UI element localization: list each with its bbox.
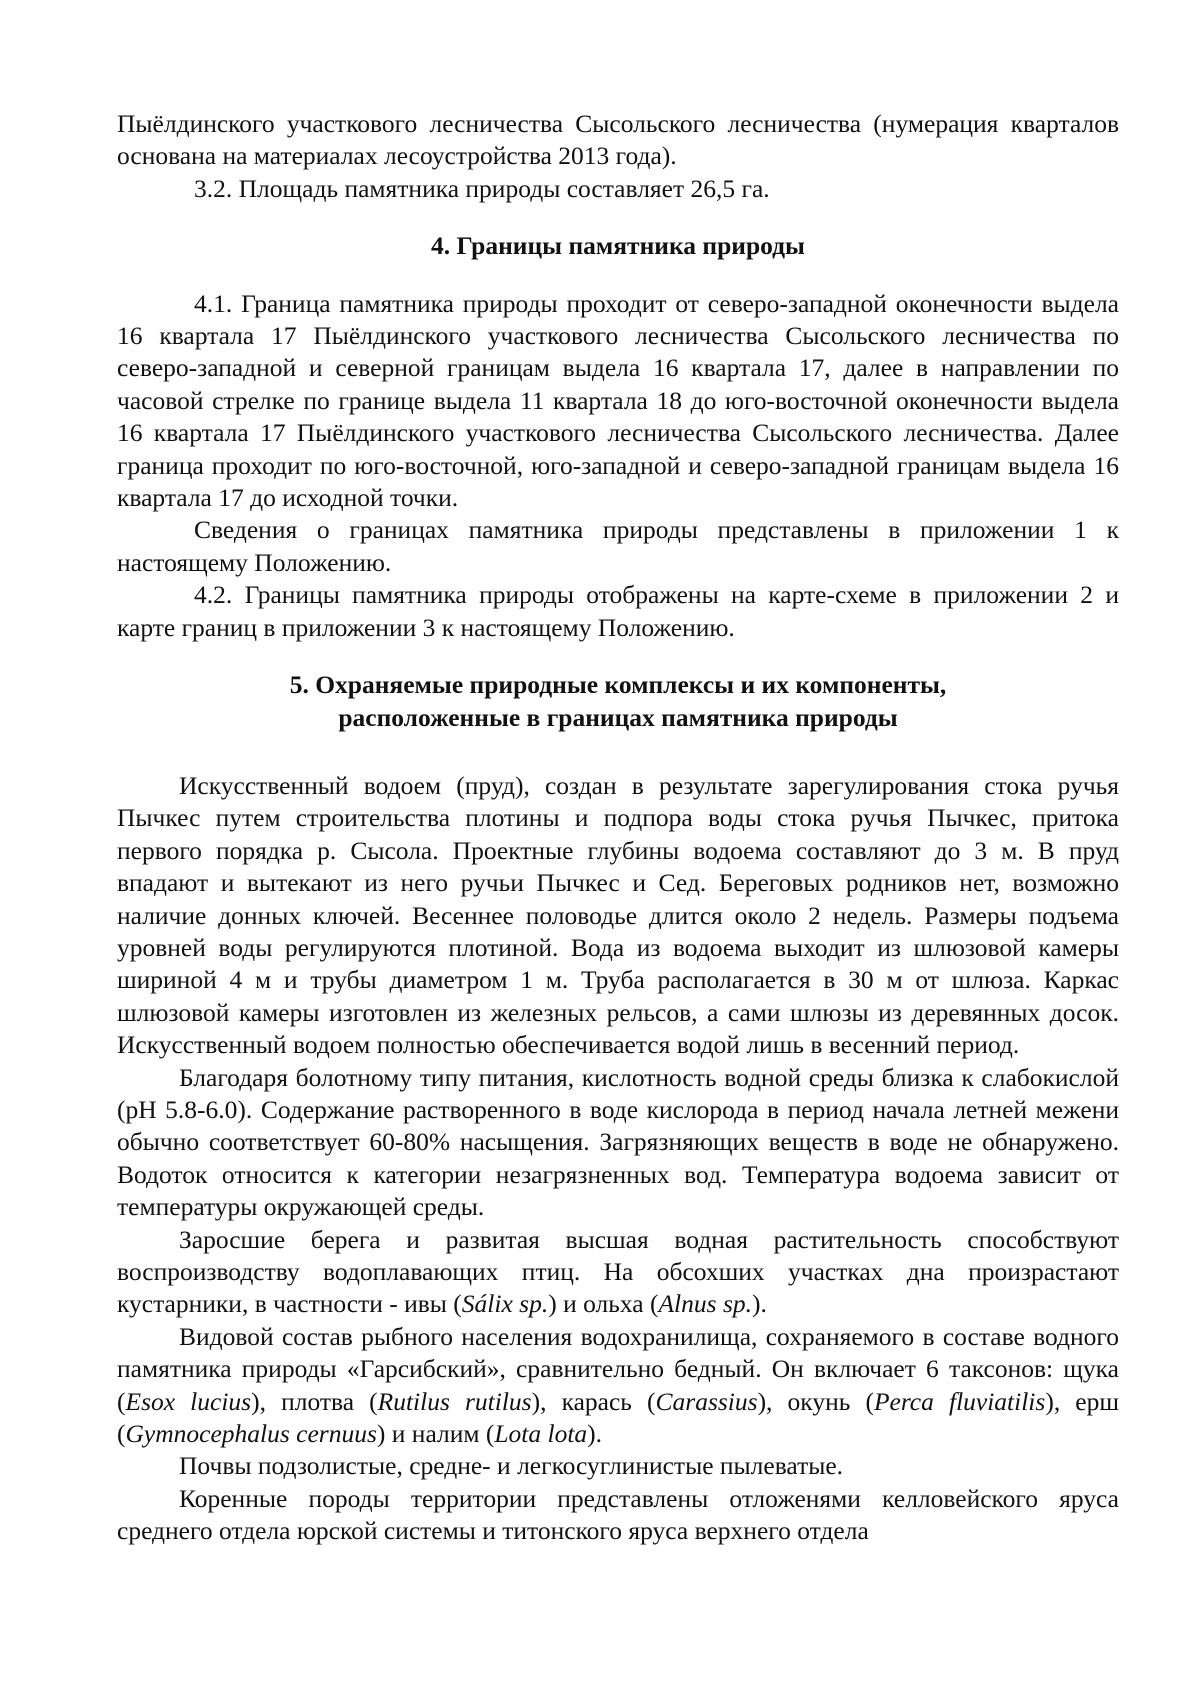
- paragraph-4-2-maps: 4.2. Границы памятника природы отображены на карте-схеме в приложении 2 и карте границ в приложении 3 к настоящему Положению.: [117, 580, 1119, 642]
- text-run: ), плотва (: [251, 1386, 378, 1416]
- paragraph-reservoir: Искусственный водоем (пруд), создан в результате зарегулирования стока ручья Пычкес путем строительства плотины и подпора воды стока ручья Пычкес, притока первого порядка р. Сысола. Проектные глубины водоема составляют до 3 м. В пруд впадают и вытекают из него ручьи Пычкес и Сед. Береговых родников нет, возможно наличие донных ключей. Весеннее половодье длится около 2 недель. Размеры подъема уровней воды регулируются плотиной. Вода из водоема выходит из шлюзовой камеры шириной 4 м и трубы диаметром 1 м. Труба располагается в 30 м от шлюза. Каркас шлюзовой камеры изготовлен из железных рельсов, а сами шлюзы из деревянных досок. Искусственный водоем полностью обеспечивается водой лишь в весенний период.: [117, 770, 1119, 1060]
- paragraph-fish-species: [117, 1321, 1119, 1451]
- text-run: ), ерш (: [117, 1386, 1120, 1449]
- paragraph-3-2-area: 3.2. Площадь памятника природы составляет 26,5 га.: [194, 173, 770, 203]
- latin-name-lota: Lota lota: [494, 1419, 588, 1449]
- latin-name-alnus: Alnus sp.: [658, 1289, 752, 1319]
- paragraph-bedrock: Коренные породы территории представлены отложенями келловейского яруса среднего отдела юрской системы и титонского яруса верхнего отдела: [117, 1483, 1119, 1546]
- text-run: ) и налим (: [376, 1419, 495, 1449]
- latin-name-gymnocephalus: Gymnocephalus cernuus: [125, 1419, 377, 1449]
- text-run: ) и ольха (: [548, 1289, 659, 1319]
- paragraph-vegetation: [117, 1224, 1119, 1321]
- section-4-heading: 4. Границы памятника природы: [431, 231, 805, 261]
- paragraph-4-1-boundary: 4.1. Граница памятника природы проходит от северо-западной оконечности выдела 16 квартала 17 Пыёлдинского участкового лесничества Сысольского лесничества по северо-западной и северной границам выдела 16 квартала 17, далее в направлении по часовой стрелке по границе выдела 11 квартала 18 до юго-восточной оконечности выдела 16 квартала 17 Пыёлдинского участкового лесничества Сысольского лесничества. Далее граница проходит по юго-восточной, юго-западной и северо-западной границам выдела 16 квартала 17 до исходной точки.: [117, 288, 1119, 513]
- section-5-heading-line2: расположенные в границах памятника природы: [338, 702, 898, 732]
- latin-name-rutilus: Rutilus rutilus: [377, 1386, 532, 1416]
- latin-name-esox: Esox lucius: [125, 1386, 252, 1416]
- paragraph-water-quality: Благодаря болотному типу питания, кислотность водной среды близка к слабокислой (pH 5.8-6.0). Содержание растворенного в воде кислорода в период начала летней межени обычно соответствует 60-80% насыщения. Загрязняющих веществ в воде не обнаружено. Водоток относится к категории незагрязненных вод. Температура водоема зависит от температуры окружающей среды.: [117, 1062, 1119, 1222]
- paragraph-soils: Почвы подзолистые, средне- и легкосуглинистые пылеватые.: [179, 1451, 844, 1481]
- latin-name-perca: Perca fluviatilis: [873, 1386, 1046, 1416]
- latin-name-carassius: Carassius: [655, 1386, 758, 1416]
- text-run: Видовой состав рыбного населения водохранилища, сохраняемого в составе водного памятника природы «Гарсибский», сравнительно бедный. Он включает 6 таксонов: щука (: [117, 1321, 1119, 1416]
- paragraph-boundary-info: Сведения о границах памятника природы представлены в приложении 1 к настоящему Положению.: [117, 515, 1119, 577]
- latin-name-salix: Sálix sp.: [461, 1289, 549, 1319]
- document-page: [117, 108, 1119, 1548]
- paragraph-continuation: Пыёлдинского участкового лесничества Сысольского лесничества (нумерация кварталов основана на материалах лесоустройства 2013 года).: [117, 109, 1119, 171]
- text-run: Заросшие берега и развитая высшая водная растительность способствуют воспроизводству водоплавающих птиц. На обсохших участках дна произрастают кустарники, в частности - ивы (: [117, 1224, 1119, 1319]
- text-run: ), карась (: [531, 1386, 656, 1416]
- text-run: ), окунь (: [757, 1386, 874, 1416]
- text-run: ).: [752, 1289, 767, 1319]
- section-5-heading-line1: 5. Охраняемые природные комплексы и их компоненты,: [289, 670, 947, 700]
- text-run: ).: [587, 1419, 603, 1449]
